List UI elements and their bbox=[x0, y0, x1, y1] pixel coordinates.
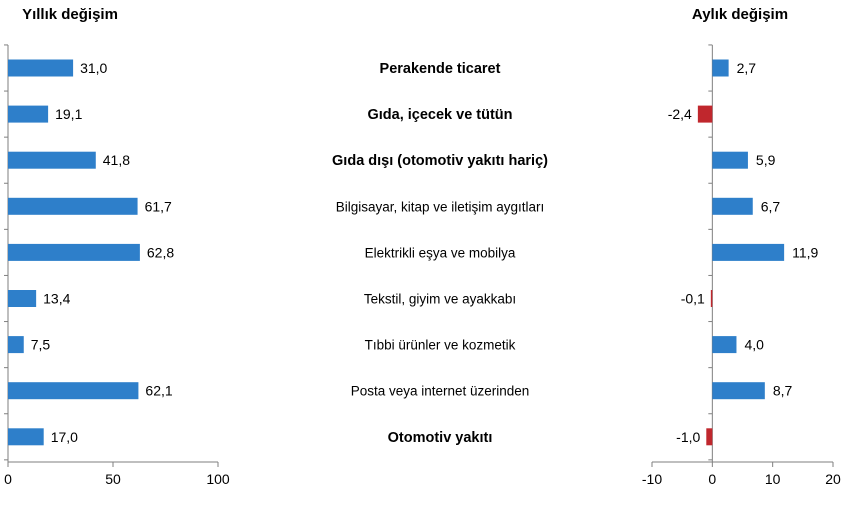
left-bar-value-label: 17,0 bbox=[50, 428, 78, 445]
right-bar-value-label: -2,4 bbox=[667, 106, 692, 123]
right-x-tick-label: 20 bbox=[825, 471, 841, 487]
left-bar-value-label: 31,0 bbox=[80, 60, 108, 76]
right-bar-value-label: 11,9 bbox=[792, 244, 819, 261]
left-bar-value-label: 19,1 bbox=[55, 106, 83, 123]
right-bar bbox=[712, 244, 784, 261]
right-bar-value-label: 2,7 bbox=[736, 60, 757, 76]
right-bar-value-label: 4,0 bbox=[744, 336, 764, 353]
right-bar bbox=[712, 336, 736, 353]
left-x-tick-label: 50 bbox=[105, 471, 121, 487]
category-label: Bilgisayar, kitap ve iletişim aygıtları bbox=[335, 199, 545, 215]
left-bar bbox=[8, 106, 48, 123]
right-x-tick-label: -10 bbox=[641, 471, 663, 487]
right-bar-value-label: -1,0 bbox=[676, 428, 701, 445]
left-bar bbox=[8, 244, 140, 261]
category-label: Tıbbi ürünler ve kozmetik bbox=[364, 337, 516, 353]
left-bar-value-label: 7,5 bbox=[30, 336, 51, 353]
category-label: Perakende ticaret bbox=[379, 61, 501, 77]
left-bar bbox=[8, 336, 24, 353]
left-bar-value-label: 61,7 bbox=[144, 198, 172, 215]
right-bar bbox=[706, 428, 712, 445]
left-bar-value-label: 62,1 bbox=[145, 382, 173, 399]
left-bar bbox=[8, 60, 73, 77]
right-bar bbox=[712, 198, 752, 215]
right-bar-value-label: 6,7 bbox=[760, 198, 781, 215]
category-label: Otomotiv yakıtı bbox=[387, 429, 493, 446]
left-bar bbox=[8, 152, 96, 169]
left-chart-title: Yıllık değişim bbox=[22, 6, 118, 23]
right-bar-value-label: -0,1 bbox=[680, 290, 705, 307]
category-label: Elektrikli eşya ve mobilya bbox=[364, 245, 516, 261]
right-bar bbox=[712, 152, 748, 169]
left-bar bbox=[8, 198, 138, 215]
right-bar-value-label: 5,9 bbox=[755, 152, 776, 169]
right-x-tick-label: 10 bbox=[764, 471, 781, 487]
left-bar bbox=[8, 290, 36, 307]
right-chart-title: Aylık değişim bbox=[691, 6, 789, 23]
category-label: Gıda dışı (otomotiv yakıtı hariç) bbox=[332, 153, 548, 170]
category-label: Tekstil, giyim ve ayakkabı bbox=[363, 291, 517, 307]
left-x-tick-label: 100 bbox=[206, 471, 230, 487]
right-bar bbox=[698, 106, 712, 123]
left-bar-value-label: 13,4 bbox=[43, 290, 71, 307]
right-bar bbox=[712, 382, 764, 399]
right-bar-value-label: 8,7 bbox=[772, 382, 793, 399]
category-label: Gıda, içecek ve tütün bbox=[367, 107, 513, 124]
left-bar-value-label: 41,8 bbox=[102, 152, 131, 169]
left-bar bbox=[8, 428, 44, 445]
left-x-tick-label: 0 bbox=[4, 471, 12, 487]
left-bar-value-label: 62,8 bbox=[146, 244, 175, 261]
left-bar bbox=[8, 382, 138, 399]
category-label: Posta veya internet üzerinden bbox=[350, 383, 530, 399]
right-bar bbox=[712, 60, 728, 77]
right-x-tick-label: 0 bbox=[708, 471, 717, 487]
right-bar bbox=[711, 290, 713, 307]
